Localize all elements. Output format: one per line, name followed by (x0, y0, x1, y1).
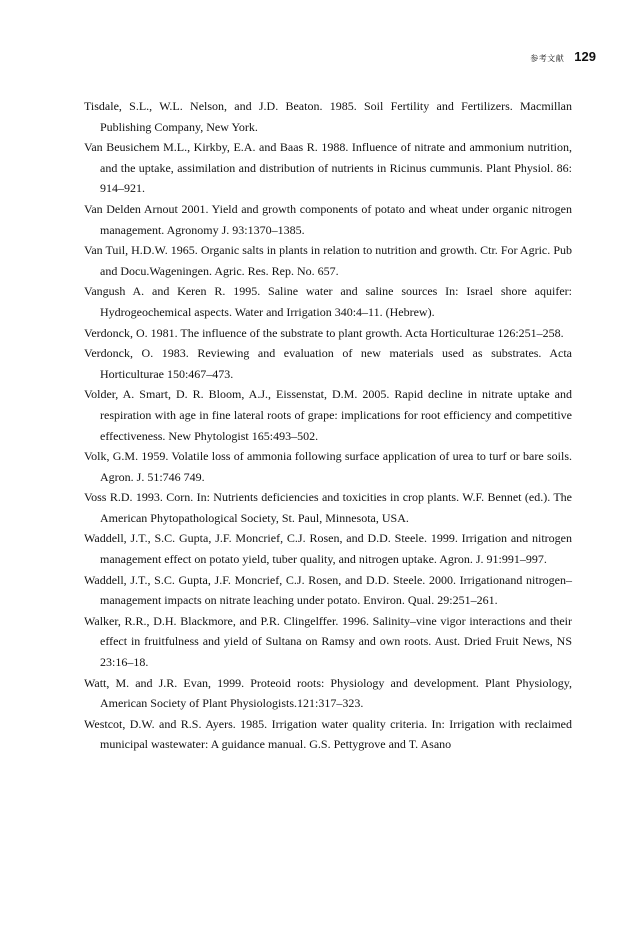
reference-entry: Waddell, J.T., S.C. Gupta, J.F. Moncrief, C.J. Rosen, and D.D. Steele. 2000. Irrigationand nitrogen–management impacts on nitrate leaching under potato. Environ. Qual. 29:251–261. (84, 572, 572, 608)
reference-entry: Volder, A. Smart, D. R. Bloom, A.J., Eissenstat, D.M. 2005. Rapid decline in nitrate uptake and respiration with age in fine lateral roots of grape: implications for root efficiency and competitive effectiveness. New Phytologist 165:493–502. (84, 387, 572, 443)
reference-entry: Watt, M. and J.R. Evan, 1999. Proteoid roots: Physiology and development. Plant Physiology, American Society of Plant Physiologists.121:317–323. (84, 675, 572, 711)
reference-entry: Verdonck, O. 1983. Reviewing and evaluation of new materials used as substrates. Acta Horticulturae 150:467–473. (84, 346, 572, 381)
reference-entry: Van Tuil, H.D.W. 1965. Organic salts in plants in relation to nutrition and growth. Ctr. For Agric. Pub and Docu.Wageningen. Agric. Res. Rep. No. 657. (84, 243, 572, 278)
reference-entry: Van Beusichem M.L., Kirkby, E.A. and Baas R. 1988. Influence of nitrate and ammonium nutrition, and the uptake, assimilation and distribution of nutrients in Ricinus cummunis. Plant Physiol. 86: 914–921. (84, 140, 572, 196)
reference-entry: Westcot, D.W. and R.S. Ayers. 1985. Irrigation water quality criteria. In: Irrigation with reclaimed municipal wastewater: A guidance manual. G.S. Pettygrove and T. Asano (84, 716, 572, 752)
reference-entry: Van Delden Arnout 2001. Yield and growth components of potato and wheat under organic nitrogen management. Agronomy J. 93:1370–1385. (84, 201, 572, 237)
running-header-section: 参考文献 (530, 54, 565, 63)
reference-entry: Waddell, J.T., S.C. Gupta, J.F. Moncrief, C.J. Rosen, and D.D. Steele. 1999. Irrigation and nitrogen management effect on potato yield, tuber quality, and nitrogen uptake. Agron. J. 91:991–997. (84, 531, 572, 567)
reference-list (84, 96, 572, 755)
page-header (530, 49, 596, 65)
reference-entry: Verdonck, O. 1981. The influence of the substrate to plant growth. Acta Horticulturae 126:251–258. (84, 325, 564, 340)
reference-entry: Volk, G.M. 1959. Volatile loss of ammonia following surface application of urea to turf or bare soils. Agron. J. 51:746 749. (84, 449, 572, 484)
reference-entry: Walker, R.R., D.H. Blackmore, and P.R. Clingelffer. 1996. Salinity–vine vigor interactions and their effect in fruitfulness and yield of Sultana on Ramsy and own roots. Aust. Dried Fruit News, NS 23:16–18. (84, 613, 572, 670)
page-number: 129 (574, 49, 596, 64)
reference-entry: Voss R.D. 1993. Corn. In: Nutrients deficiencies and toxicities in crop plants. W.F. Bennet (ed.). The American Phytopathological Society, St. Paul, Minnesota, USA. (84, 490, 572, 525)
reference-entry: Vangush A. and Keren R. 1995. Saline water and saline sources In: Israel shore aquifer: Hydrogeochemical aspects. Water and Irrigation 340:4–11. (Hebrew). (84, 284, 572, 319)
reference-entry: Tisdale, S.L., W.L. Nelson, and J.D. Beaton. 1985. Soil Fertility and Fertilizers. Macmillan Publishing Company, New York. (84, 99, 572, 134)
